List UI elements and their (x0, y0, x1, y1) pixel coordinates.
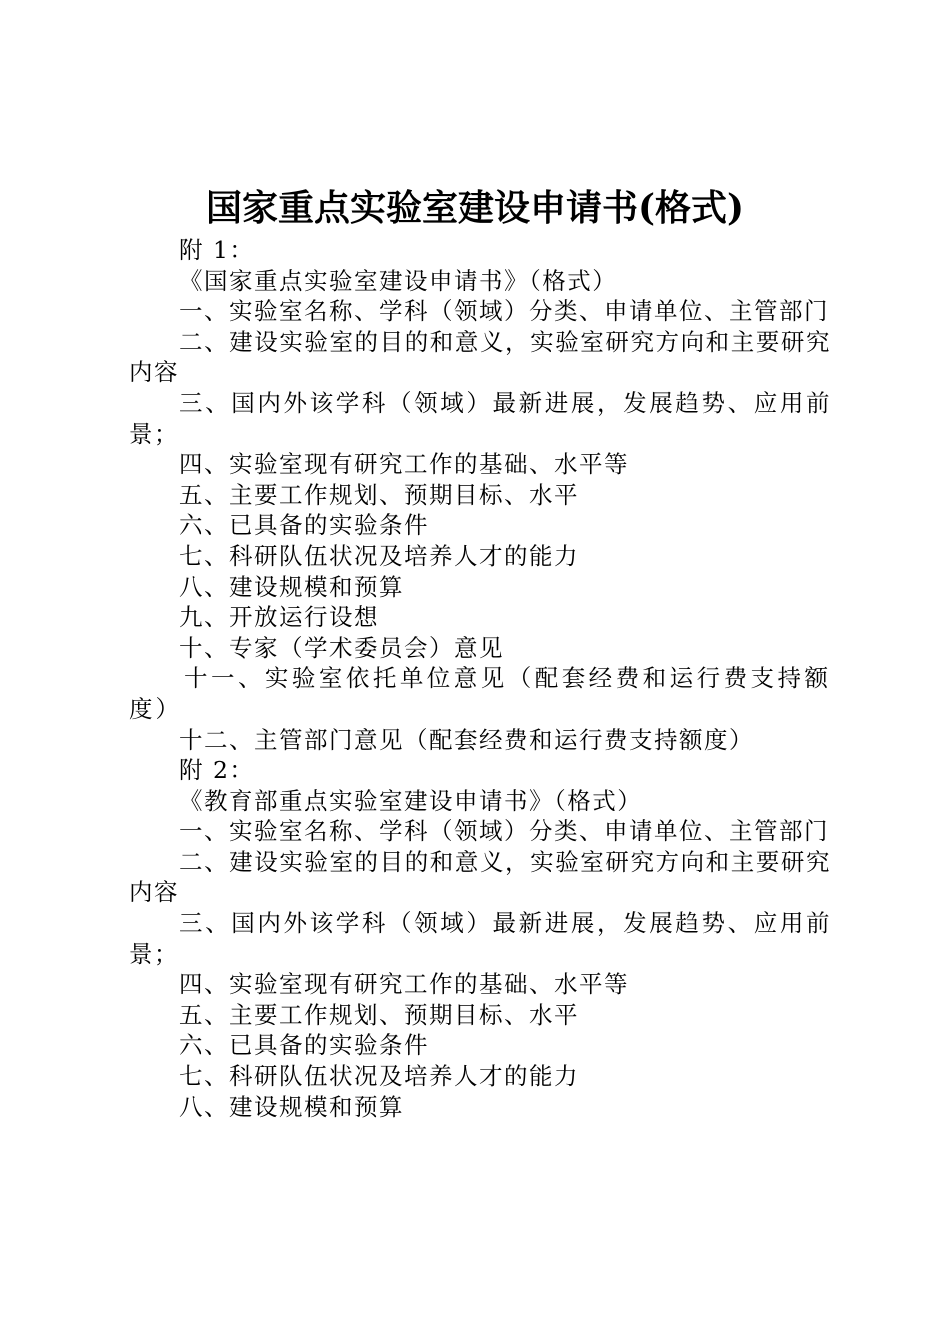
appendix-1-item: 八、建设规模和预算 (179, 572, 404, 601)
appendix-2-label: 附 2： (179, 756, 255, 785)
appendix-1-item: 七、科研队伍状况及培养人才的能力 (179, 541, 579, 570)
appendix-2-item: 七、科研队伍状况及培养人才的能力 (179, 1062, 579, 1091)
appendix-2-item: 四、实验室现有研究工作的基础、水平等 (179, 970, 629, 999)
appendix-2-heading: 《教育部重点实验室建设申请书》（格式） (179, 786, 643, 815)
appendix-1-item: 一、实验室名称、学科（领域）分类、申请单位、主管部门 (179, 297, 829, 326)
document-body (129, 235, 831, 1122)
appendix-1-item: 二、建设实验室的目的和意义，实验室研究方向和主要研究内容 (129, 327, 831, 387)
appendix-1-item: 五、主要工作规划、预期目标、水平 (179, 480, 579, 509)
appendix-1-item: 四、实验室现有研究工作的基础、水平等 (179, 450, 629, 479)
appendix-1-item: 十、专家（学术委员会）意见 (179, 633, 504, 662)
appendix-2-item: 五、主要工作规划、预期目标、水平 (179, 1000, 579, 1029)
appendix-1-item: 三、国内外该学科（领域）最新进展，发展趋势、应用前景； (129, 388, 831, 448)
appendix-2-item: 六、已具备的实验条件 (179, 1031, 429, 1060)
appendix-1-heading: 《国家重点实验室建设申请书》（格式） (179, 266, 618, 295)
appendix-1-item: 九、开放运行设想 (179, 603, 379, 632)
appendix-1-label: 附 1： (179, 236, 255, 264)
appendix-2-item: 一、实验室名称、学科（领域）分类、申请单位、主管部门 (179, 817, 829, 846)
appendix-2-item: 二、建设实验室的目的和意义，实验室研究方向和主要研究内容 (129, 847, 831, 907)
appendix-2-item: 八、建设规模和预算 (179, 1092, 404, 1121)
appendix-2-item: 三、国内外该学科（领域）最新进展，发展趋势、应用前景； (129, 909, 831, 968)
document-title: 国家重点实验室建设申请书(格式) (205, 187, 745, 229)
appendix-1-item: 六、已具备的实验条件 (179, 511, 429, 540)
appendix-1-item: 十二、主管部门意见（配套经费和运行费支持额度） (179, 725, 754, 754)
appendix-1-item: 十一、实验室依托单位意见（配套经费和运行费支持额度） (129, 664, 831, 723)
